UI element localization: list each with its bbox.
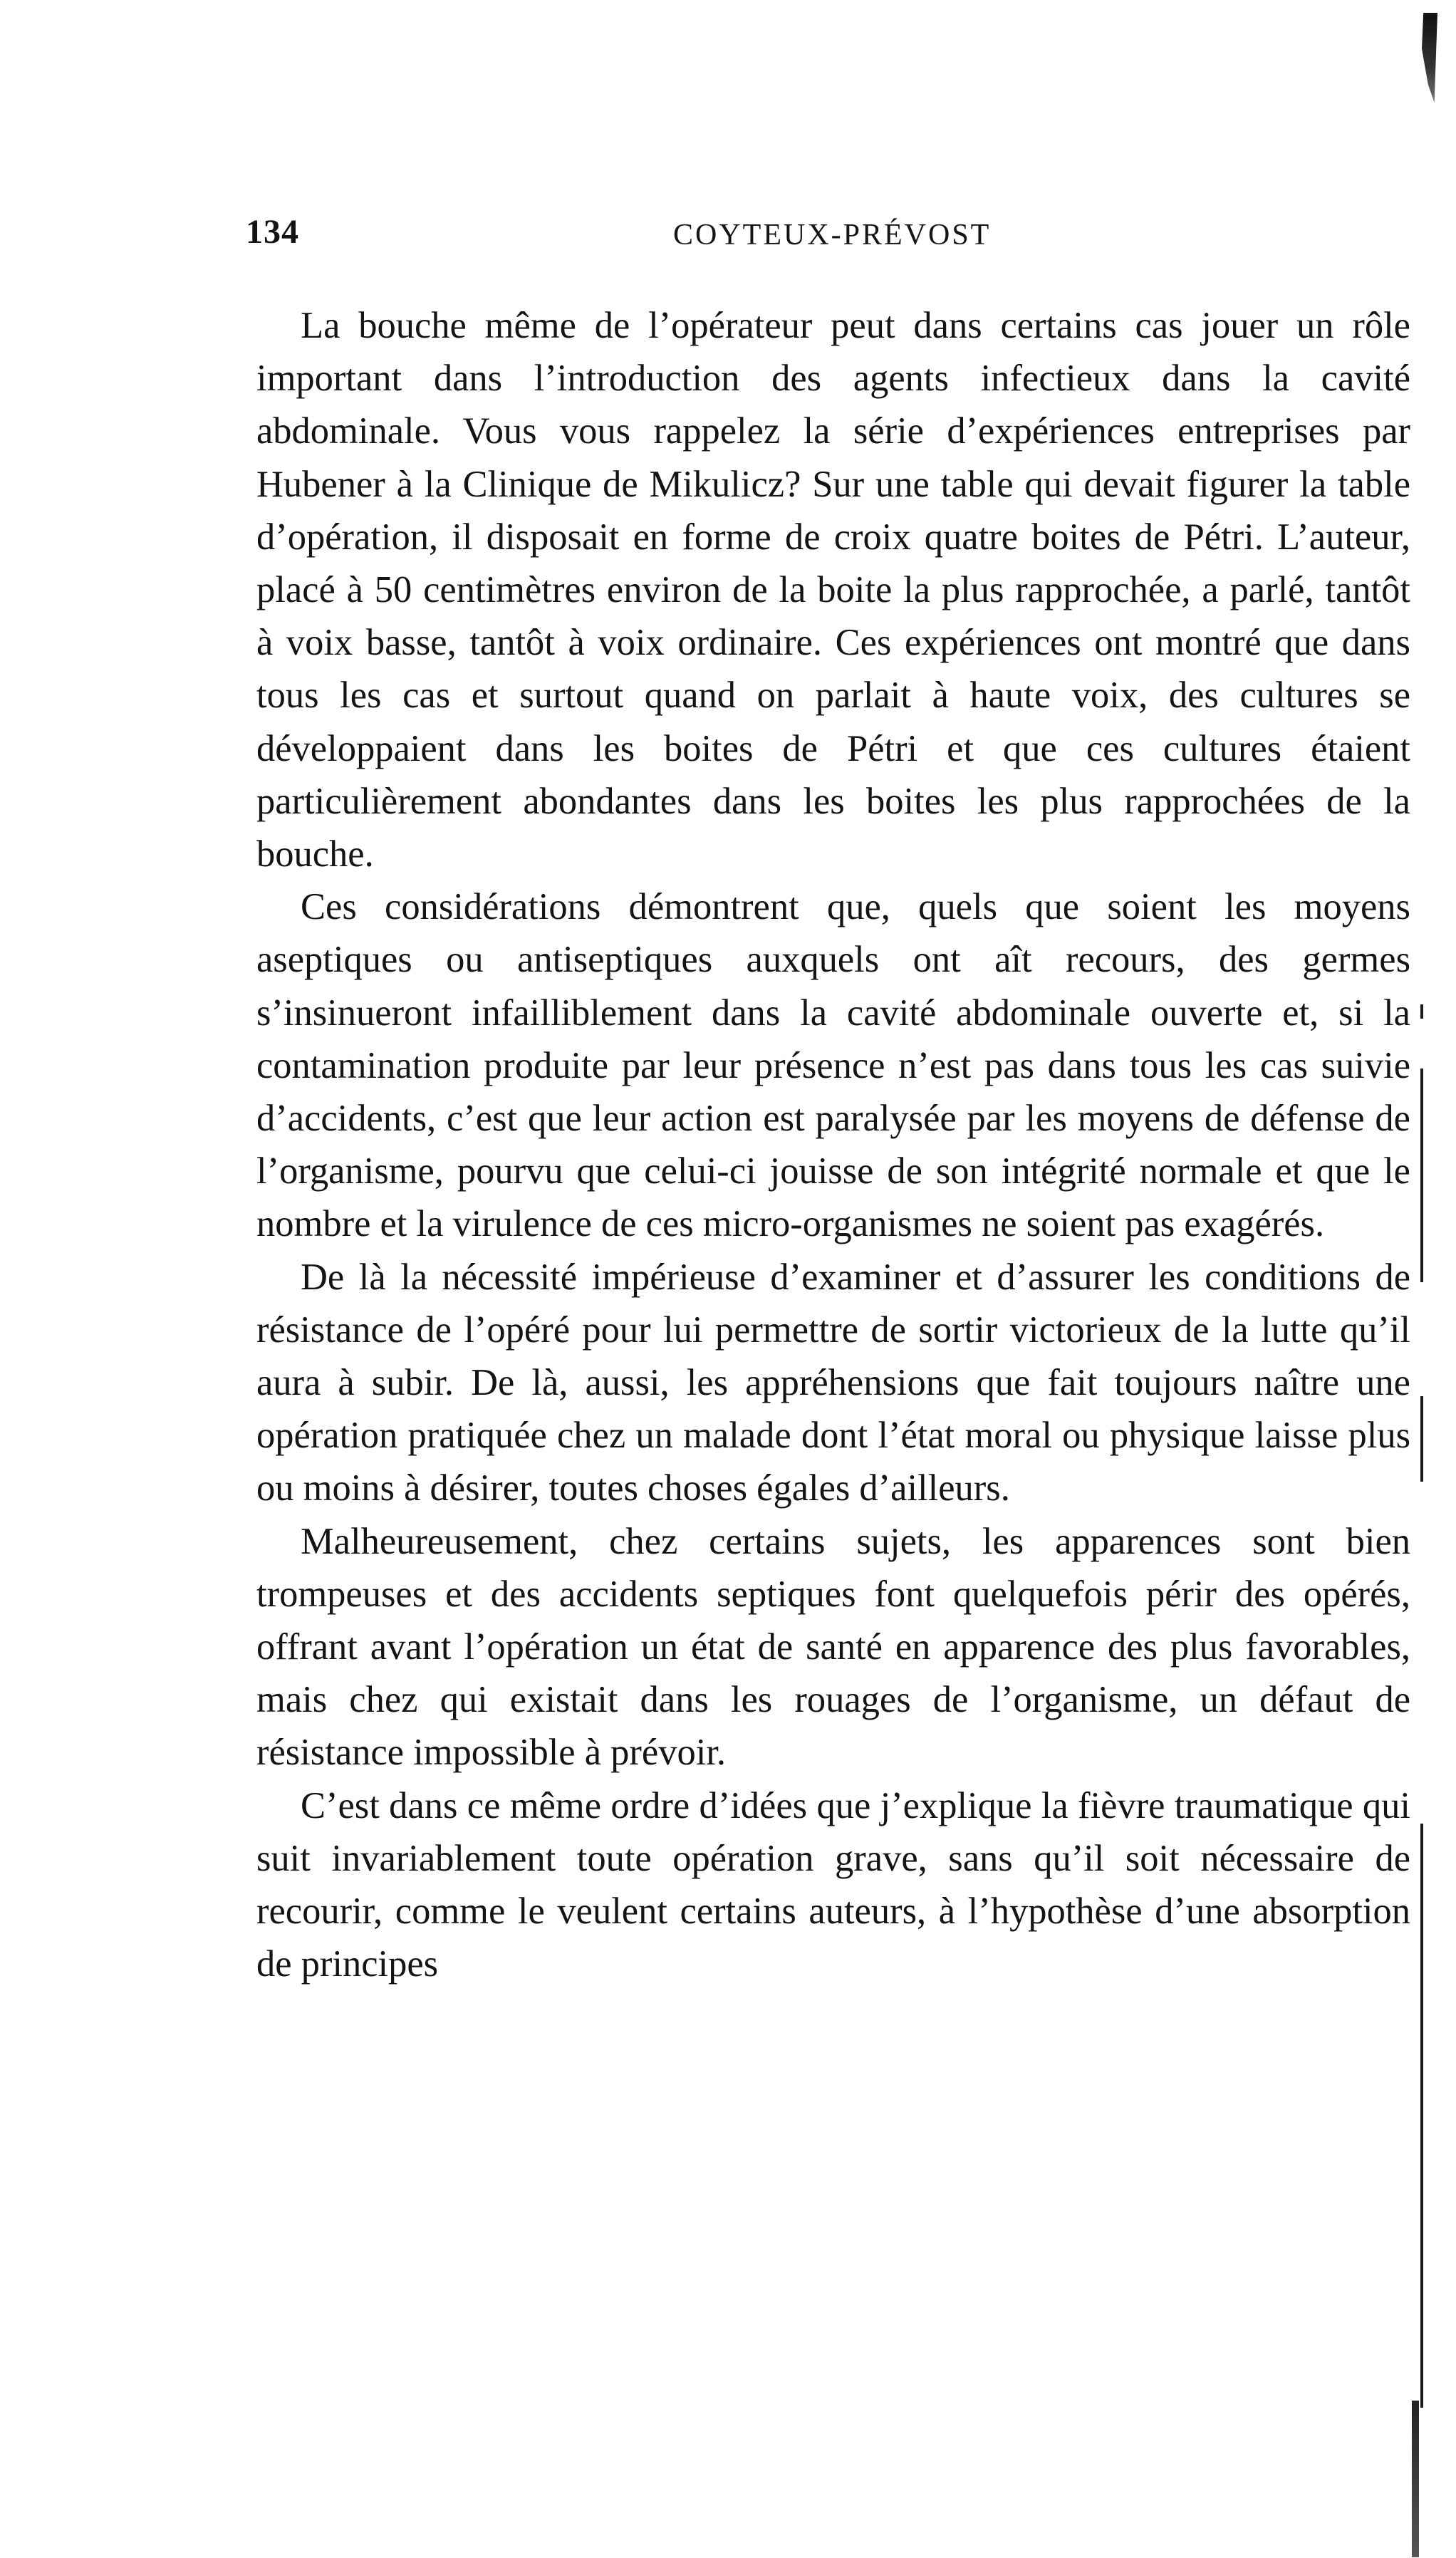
scan-edge-shadow [1412, 2401, 1419, 2557]
paragraph: Malheureusement, chez certains sujets, les apparences sont bien trompeuses et des accidents septiques font quelquefois périr des opérés, offrant avant l’opération un état de santé en apparence des plus favorables, mais chez qui existait dans les rouages de l’organisme, un défaut de résistance impossible à prévoir. [256, 1520, 1410, 1774]
paragraph: De là la nécessité impérieuse d’examiner et d’assurer les conditions de résistance de l’opéré pour lui permettre de sortir victorieux de la lutte qu’il aura à subir. De là, aussi, les appréhensions que fait toujours naître une opération pratiquée chez un malade dont l’état moral ou physique laisse plus ou moins à désirer, toutes choses égales d’ailleurs. [256, 1256, 1410, 1509]
scan-edge-mark [1422, 13, 1437, 103]
page-number: 134 [246, 213, 299, 251]
page-header [246, 212, 1414, 269]
scan-edge-line [1420, 1004, 1423, 1019]
paragraph: Ces considérations démontrent que, quels que soient les moyens aseptiques ou antiseptiques auxquels ont aît recours, des germes s’insinueront infailliblement dans la cavité abdominale ouverte et, si la contamination produite par leur présence n’est pas dans tous les cas suivie d’accidents, c’est que leur action est paralysée par les moyens de défense de l’organisme, pourvu que celui-ci jouisse de son intégrité normale et que le nombre et la virulence de ces micro-organismes ne soient pas exagérés. [256, 886, 1410, 1245]
running-title: COYTEUX-PRÉVOST [673, 219, 992, 251]
scan-edge-line [1420, 1824, 1423, 2408]
scan-edge-line [1420, 1396, 1423, 1482]
scan-edge-line [1420, 1069, 1423, 1282]
body-text [256, 299, 1410, 1991]
paragraph: C’est dans ce même ordre d’idées que j’explique la fièvre traumatique qui suit invariablement toute opération grave, sans qu’il soit nécessaire de recourir, comme le veulent certains auteurs, à l’hypothèse d’une absorption de principes [256, 1784, 1410, 1985]
paragraph: La bouche même de l’opérateur peut dans certains cas jouer un rôle important dans l’introduction des agents infectieux dans la cavité abdominale. Vous vous rappelez la série d’expériences entreprises par Hubener à la Clinique de Mikulicz? Sur une table qui devait figurer la table d’opération, il disposait en forme de croix quatre boites de Pétri. L’auteur, placé à 50 centimètres environ de la boite la plus rapprochée, a parlé, tantôt à voix basse, tantôt à voix ordinaire. Ces expériences ont montré que dans tous les cas et surtout quand on parlait à haute voix, des cultures se développaient dans les boites de Pétri et que ces cultures étaient particulièrement abondantes dans les boites les plus rapprochées de la bouche. [256, 305, 1410, 875]
